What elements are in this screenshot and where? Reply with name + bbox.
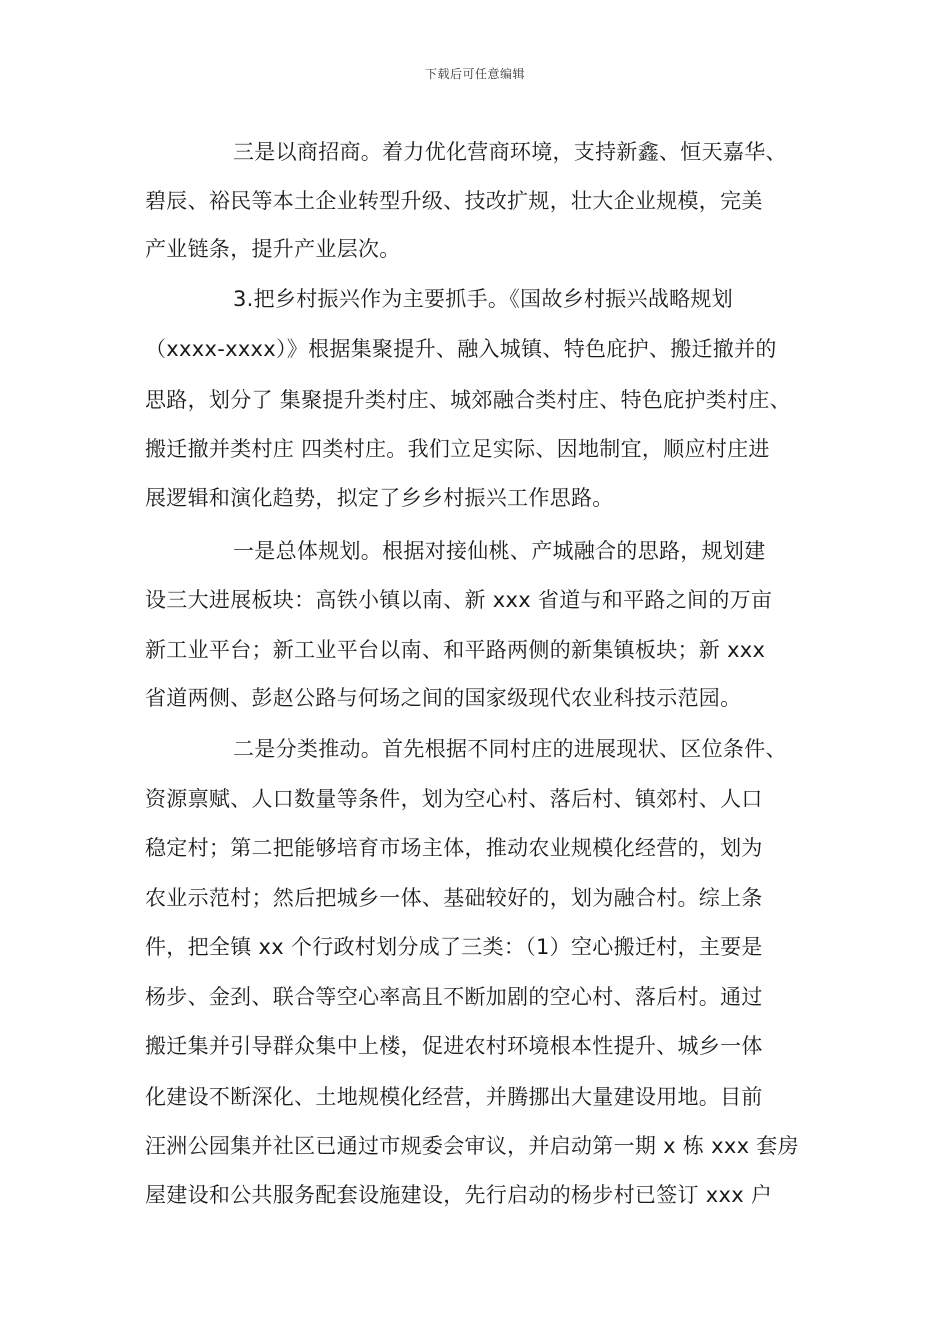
paragraph-2-line-3: 思路，划分了 集聚提升类村庄、城郊融合类村庄、特色庇护类村庄、: [145, 388, 791, 412]
paragraph-3-line-1: 一是总体规划。根据对接仙桃、产城融合的思路，规划建: [233, 539, 766, 563]
paragraph-3-line-2: 设三大进展板块：高铁小镇以南、新 xxx 省道与和平路之间的万亩: [145, 588, 773, 612]
paragraph-4-line-3: 稳定村；第二把能够培育市场主体，推动农业规模化经营的，划为: [145, 836, 763, 860]
paragraph-4-line-4: 农业示范村；然后把城乡一体、基础较好的，划为融合村。综上条: [145, 886, 763, 910]
paragraph-2-line-5: 展逻辑和演化趋势，拟定了乡乡村振兴工作思路。: [145, 486, 614, 510]
paragraph-1-line-1: 三是以商招商。着力优化营商环境，支持新鑫、恒天嘉华、: [233, 140, 787, 164]
paragraph-1-line-2: 碧辰、裕民等本土企业转型升级、技改扩规，壮大企业规模，完美: [145, 189, 763, 213]
paragraph-4-line-5: 件，把全镇 xx 个行政村划分成了三类：（1）空心搬迁村，主要是: [145, 935, 763, 959]
paragraph-2-line-1: 3.把乡村振兴作为主要抓手。《国故乡村振兴战略规划: [233, 287, 734, 311]
paragraph-4-line-7: 搬迁集并引导群众集中上楼，促进农村环境根本性提升、城乡一体: [145, 1034, 763, 1058]
paragraph-4-line-6: 杨步、金刭、联合等空心率高且不断加剧的空心村、落后村。通过: [145, 985, 763, 1009]
paragraph-3-line-3: 新工业平台；新工业平台以南、和平路两侧的新集镇板块；新 xxx: [145, 638, 766, 662]
paragraph-4-line-1: 二是分类推动。首先根据不同村庄的进展现状、区位条件、: [233, 737, 787, 761]
paragraph-2-line-4: 搬迁撤并类村庄 四类村庄。我们立足实际、因地制宜，顺应村庄进: [145, 437, 770, 461]
paragraph-3-line-4: 省道两侧、彭赵公路与何场之间的国家级现代农业科技示范园。: [145, 686, 742, 710]
paragraph-4-line-10: 屋建设和公共服务配套设施建设，先行启动的杨步村已签订 xxx 户: [145, 1183, 773, 1207]
page-header: 下载后可任意编辑: [424, 67, 525, 81]
paragraph-4-line-9: 汪洲公园集并社区已通过市规委会审议，并启动第一期 x 栋 xxx 套房: [145, 1134, 799, 1158]
paragraph-4-line-2: 资源禀赋、人口数量等条件，划为空心村、落后村、镇郊村、人口: [145, 787, 763, 811]
paragraph-2-line-2: （xxxx-xxxx）》根据集聚提升、融入城镇、特色庇护、搬迁撤并的: [145, 337, 777, 361]
paragraph-4-line-8: 化建设不断深化、土地规模化经营，并腾挪出大量建设用地。目前: [145, 1085, 763, 1109]
paragraph-1-line-3: 产业链条，提升产业层次。: [145, 237, 401, 261]
